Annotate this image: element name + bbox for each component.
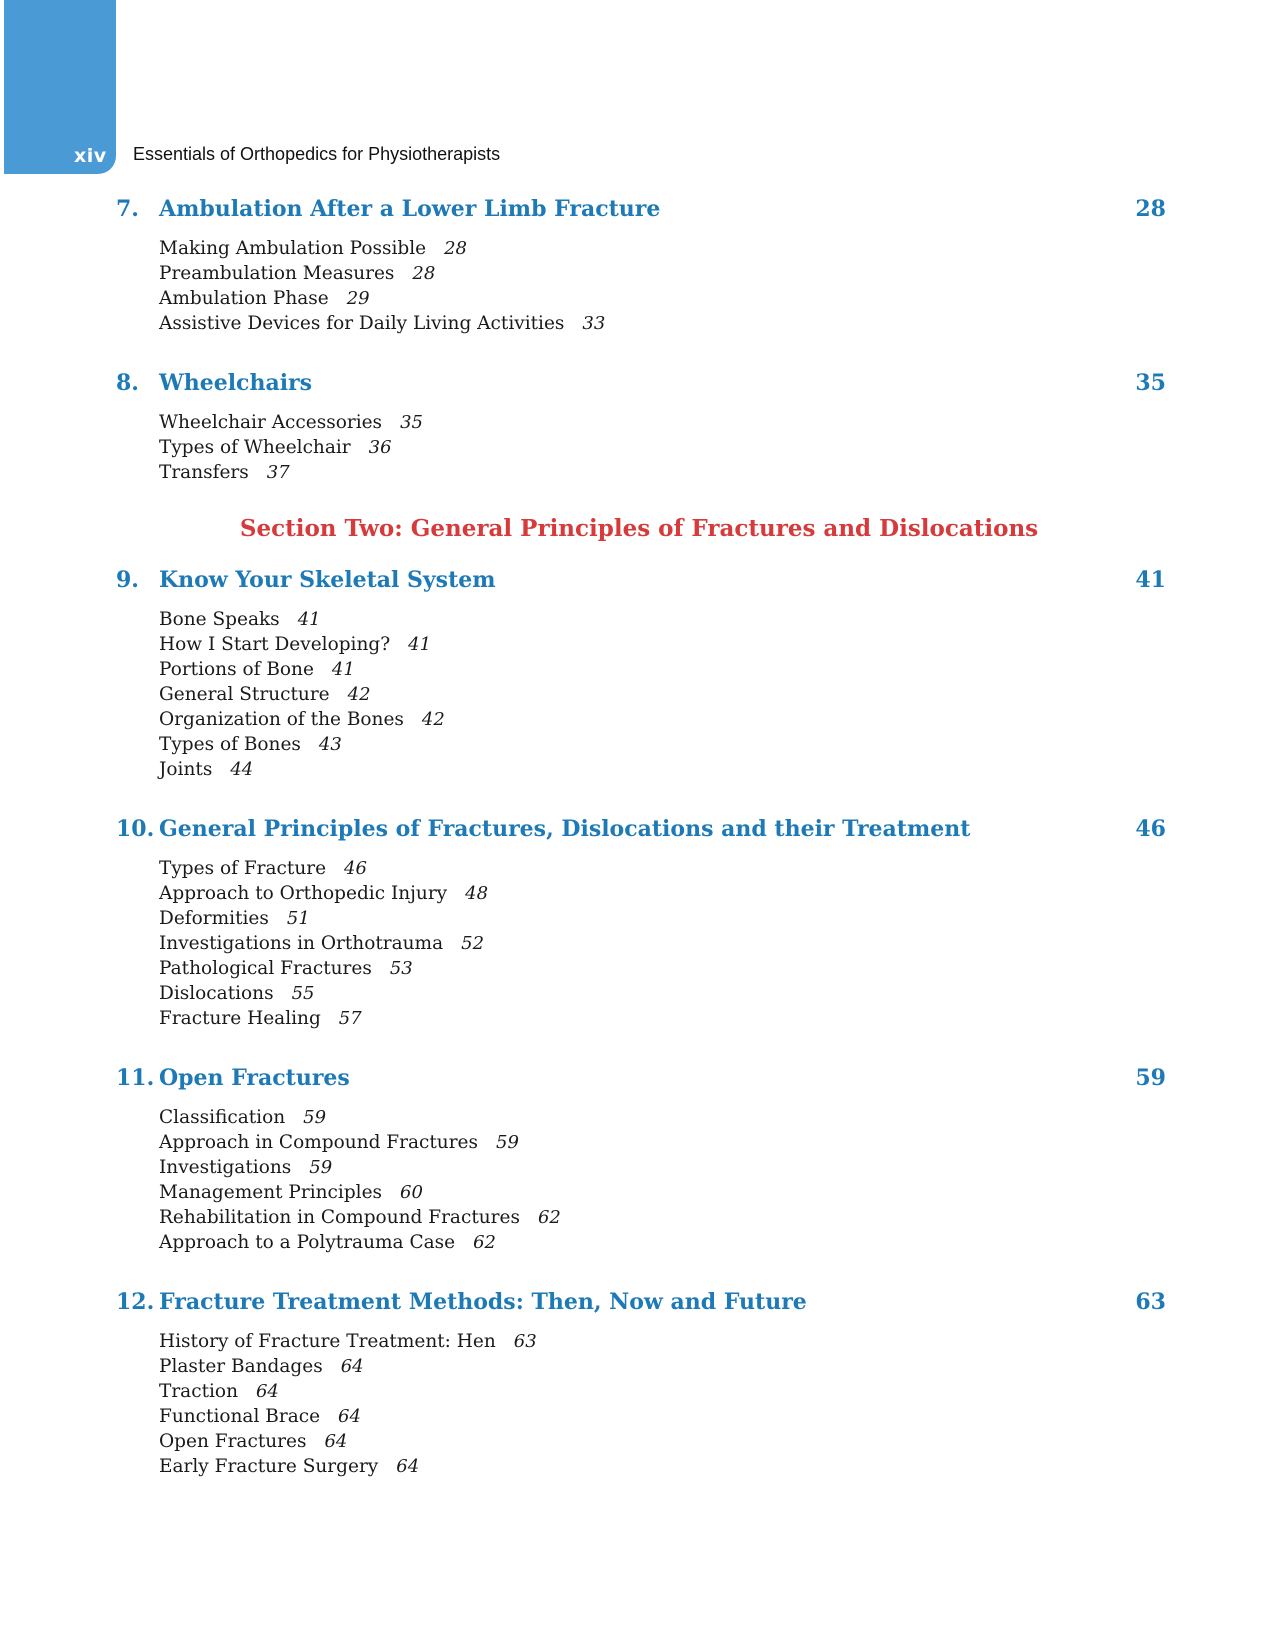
topic-item [0,236,1276,261]
topic-item [0,632,1276,657]
table-of-contents [0,196,1276,1513]
chapter-page: 59 [1135,1065,1166,1091]
topic-page: 55 [291,983,315,1004]
topic-title: How I Start Developing? [159,634,391,655]
topic-item [0,1230,1276,1255]
topic-title: Approach in Compound Fractures [159,1132,478,1153]
chapter-title: Open Fractures [159,1065,350,1091]
page-number: xiv [74,145,107,167]
topic-page: 57 [338,1008,362,1029]
topic-list [0,236,1276,336]
topic-item [0,906,1276,931]
topic-title: Traction [159,1381,238,1402]
topic-item [0,311,1276,336]
topic-title: General Structure [159,684,330,705]
topic-item [0,881,1276,906]
topic-item [0,261,1276,286]
chapter-page: 28 [1135,196,1166,222]
topic-item [0,410,1276,435]
topic-page: 63 [513,1331,537,1352]
chapter-page: 41 [1135,567,1166,593]
topic-page: 59 [496,1132,519,1153]
topic-title: Fracture Healing [159,1008,321,1029]
topic-page: 64 [338,1406,361,1427]
topic-item [0,286,1276,311]
topic-title: Portions of Bone [159,659,314,680]
topic-item [0,682,1276,707]
topic-title: Rehabilitation in Compound Fractures [159,1207,520,1228]
topic-title: Types of Bones [159,734,301,755]
chapter-heading[interactable] [0,816,1276,848]
topic-item [0,435,1276,460]
topic-title: Types of Wheelchair [159,437,351,458]
chapter-number: 12. [116,1289,155,1315]
topic-item [0,1379,1276,1404]
topic-title: Joints [159,759,213,780]
topic-item [0,1454,1276,1479]
chapter-page: 35 [1135,370,1166,396]
topic-page: 62 [473,1232,496,1253]
topic-page: 60 [400,1182,423,1203]
topic-page: 41 [331,659,355,680]
topic-item [0,460,1276,485]
topic-page: 28 [412,263,436,284]
topic-title: Types of Fracture [159,858,327,879]
topic-item [0,1180,1276,1205]
topic-page: 42 [347,684,371,705]
topic-item [0,956,1276,981]
topic-item [0,981,1276,1006]
topic-title: Classification [159,1107,286,1128]
chapter-10 [0,816,1276,1031]
topic-page: 64 [340,1356,364,1377]
topic-title: Approach to a Polytrauma Case [159,1232,456,1253]
topic-title: Investigations [159,1157,292,1178]
page-number-tab [4,0,116,174]
topic-title: Functional Brace [159,1406,321,1427]
topic-page: 59 [309,1157,333,1178]
topic-title: Ambulation Phase [159,288,329,309]
chapter-title: Ambulation After a Lower Limb Fracture [159,196,661,222]
topic-title: Pathological Fractures [159,958,372,979]
chapter-12 [0,1289,1276,1479]
topic-page: 48 [465,883,489,904]
topic-item [0,1006,1276,1031]
topic-item [0,1329,1276,1354]
topic-page: 41 [297,609,321,630]
topic-list [0,856,1276,1031]
topic-title: Making Ambulation Possible [159,238,427,259]
topic-page: 53 [389,958,413,979]
chapter-number: 7. [116,196,139,222]
topic-list [0,410,1276,485]
topic-title: Transfers [159,462,249,483]
topic-page: 36 [368,437,392,458]
topic-page: 33 [582,313,606,334]
chapter-title: Know Your Skeletal System [159,567,496,593]
topic-page: 42 [421,709,445,730]
topic-page: 28 [444,238,467,259]
topic-page: 64 [255,1381,279,1402]
topic-item [0,657,1276,682]
topic-page: 29 [346,288,370,309]
chapter-heading[interactable] [0,567,1276,599]
topic-item [0,707,1276,732]
chapter-heading[interactable] [0,370,1276,402]
topic-page: 59 [303,1107,327,1128]
topic-page: 62 [537,1207,561,1228]
topic-page: 51 [286,908,310,929]
topic-title: Management Principles [159,1182,383,1203]
chapter-title: Fracture Treatment Methods: Then, Now and Future [159,1289,807,1315]
running-header: Essentials of Orthopedics for Physiotherapists [133,144,501,164]
topic-item [0,757,1276,782]
topic-title: Early Fracture Surgery [159,1456,379,1477]
chapter-page: 46 [1135,816,1166,842]
topic-item [0,1404,1276,1429]
topic-list [0,1329,1276,1479]
topic-page: 64 [396,1456,420,1477]
topic-title: Plaster Bandages [159,1356,323,1377]
chapter-heading[interactable] [0,1065,1276,1097]
topic-item [0,856,1276,881]
chapter-heading[interactable] [0,1289,1276,1321]
chapter-9 [0,567,1276,782]
topic-page: 43 [318,734,342,755]
topic-page: 52 [461,933,485,954]
topic-title: Bone Speaks [159,609,280,630]
topic-title: History of Fracture Treatment: Hen [159,1331,496,1352]
chapter-7 [0,196,1276,336]
topic-page: 46 [344,858,367,879]
topic-title: Investigations in Orthotrauma [159,933,444,954]
chapter-page: 63 [1135,1289,1166,1315]
chapter-heading[interactable] [0,196,1276,228]
topic-title: Preambulation Measures [159,263,395,284]
section-heading[interactable]: Section Two: General Principles of Fractures and Dislocations [239,515,1039,542]
topic-page: 37 [266,462,290,483]
topic-title: Assistive Devices for Daily Living Activities [159,313,565,334]
topic-title: Deformities [159,908,269,929]
topic-page: 44 [230,759,254,780]
topic-item [0,732,1276,757]
chapter-title: Wheelchairs [159,370,313,396]
topic-item [0,1205,1276,1230]
topic-item [0,1354,1276,1379]
topic-title: Approach to Orthopedic Injury [159,883,448,904]
topic-item [0,931,1276,956]
chapter-title: General Principles of Fractures, Dislocations and their Treatment [159,816,971,842]
topic-title: Wheelchair Accessories [159,412,383,433]
chapter-number: 9. [116,567,139,593]
chapter-number: 10. [116,816,155,842]
topic-list [0,607,1276,782]
chapter-number: 8. [116,370,139,396]
topic-page: 41 [408,634,432,655]
chapter-number: 11. [116,1065,155,1091]
topic-item [0,1105,1276,1130]
topic-title: Dislocations [159,983,274,1004]
topic-page: 64 [324,1431,348,1452]
topic-item [0,1130,1276,1155]
topic-item [0,1155,1276,1180]
chapter-11 [0,1065,1276,1255]
topic-item [0,607,1276,632]
topic-list [0,1105,1276,1255]
topic-page: 35 [400,412,423,433]
chapter-8 [0,370,1276,485]
topic-title: Open Fractures [159,1431,307,1452]
topic-title: Organization of the Bones [159,709,404,730]
topic-item [0,1429,1276,1454]
